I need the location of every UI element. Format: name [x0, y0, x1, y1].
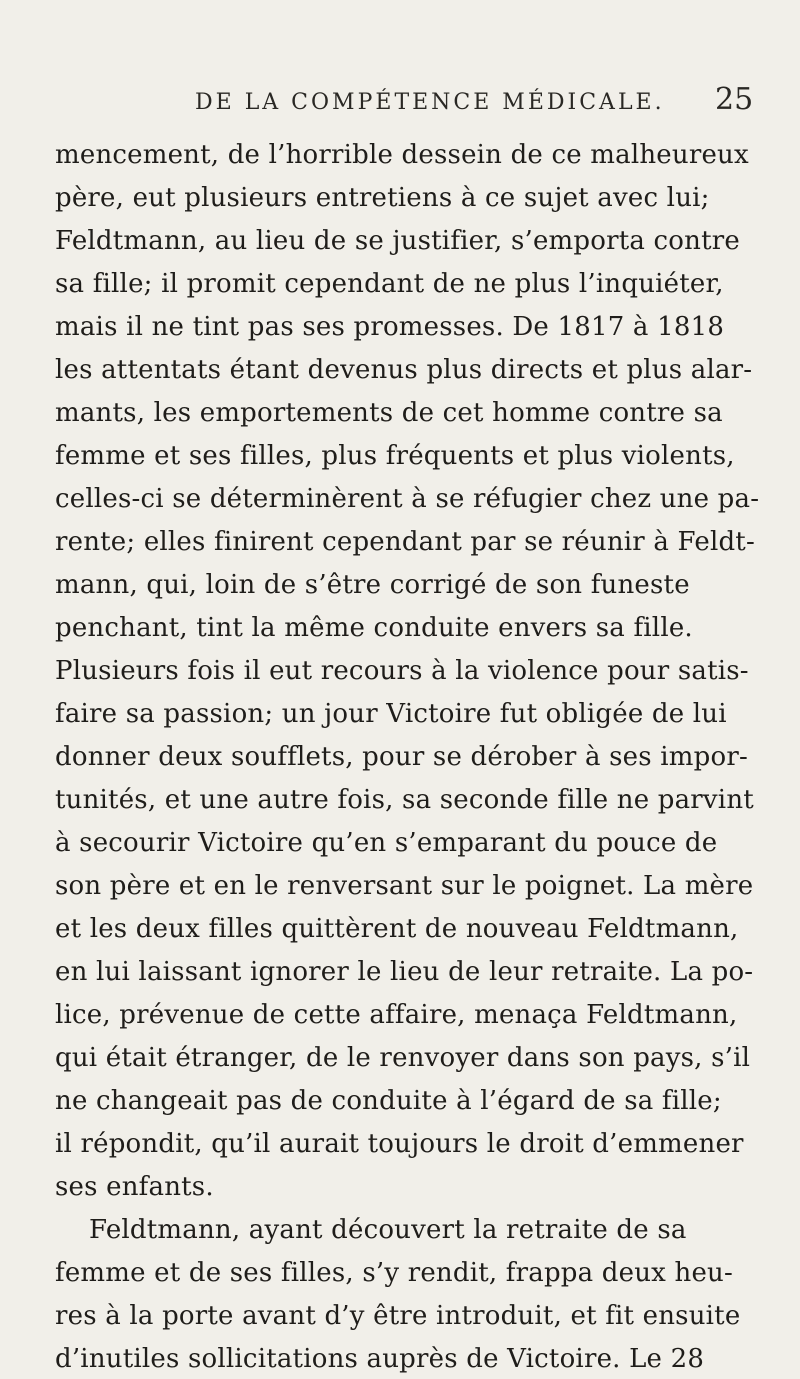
text-line: mann, qui, loin de s’être corrigé de son funeste: [55, 570, 690, 600]
text-line: penchant, tint la même conduite envers sa fille.: [55, 613, 693, 643]
text-line: ses enfants.: [55, 1172, 214, 1202]
text-line: et les deux filles quittèrent de nouveau Feldtmann,: [55, 914, 739, 944]
text-line: Plusieurs fois il eut recours à la violence pour satis-: [55, 656, 749, 686]
text-line: Feldtmann, au lieu de se justifier, s’emporta contre: [55, 226, 740, 256]
text-line: en lui laissant ignorer le lieu de leur retraite. La po-: [55, 957, 754, 987]
text-line: à secourir Victoire qu’en s’emparant du pouce de: [55, 828, 718, 858]
text-line: son père et en le renversant sur le poignet. La mère: [55, 871, 754, 901]
text-line: mants, les emportements de cet homme contre sa: [55, 398, 723, 428]
text-line: il répondit, qu’il aurait toujours le droit d’emmener: [55, 1129, 744, 1159]
text-line: faire sa passion; un jour Victoire fut obligée de lui: [55, 699, 727, 729]
text-line: lice, prévenue de cette affaire, menaça Feldtmann,: [55, 1000, 738, 1030]
text-line: res à la porte avant d’y être introduit, et fit ensuite: [55, 1301, 741, 1331]
text-line: sa fille; il promit cependant de ne plus l’inquiéter,: [55, 269, 724, 299]
text-line: mencement, de l’horrible dessein de ce malheureux: [55, 140, 749, 170]
text-line: qui était étranger, de le renvoyer dans son pays, s’il: [55, 1043, 751, 1073]
text-line: mais il ne tint pas ses promesses. De 1817 à 1818: [55, 312, 725, 342]
text-line: ne changeait pas de conduite à l’égard de sa fille;: [55, 1086, 722, 1116]
text-line: d’inutiles sollicitations auprès de Victoire. Le 28: [55, 1344, 705, 1374]
paragraph-start-line: Feldtmann, ayant découvert la retraite de sa: [89, 1215, 687, 1245]
text-line: tunités, et une autre fois, sa seconde fille ne parvint: [55, 785, 754, 815]
text-line: femme et de ses filles, s’y rendit, frappa deux heu-: [55, 1258, 733, 1288]
text-line: père, eut plusieurs entretiens à ce sujet avec lui;: [55, 183, 710, 213]
text-line: celles-ci se déterminèrent à se réfugier chez une pa-: [55, 484, 760, 514]
page-number: 25: [715, 82, 754, 117]
text-line: rente; elles finirent cependant par se réunir à Feldt-: [55, 527, 755, 557]
text-line: les attentats étant devenus plus directs et plus alar-: [55, 355, 753, 385]
running-title: DE LA COMPÉTENCE MÉDICALE.: [195, 90, 665, 115]
text-line: femme et ses filles, plus fréquents et plus violents,: [55, 441, 735, 471]
text-line: donner deux soufflets, pour se dérober à ses impor-: [55, 742, 748, 772]
